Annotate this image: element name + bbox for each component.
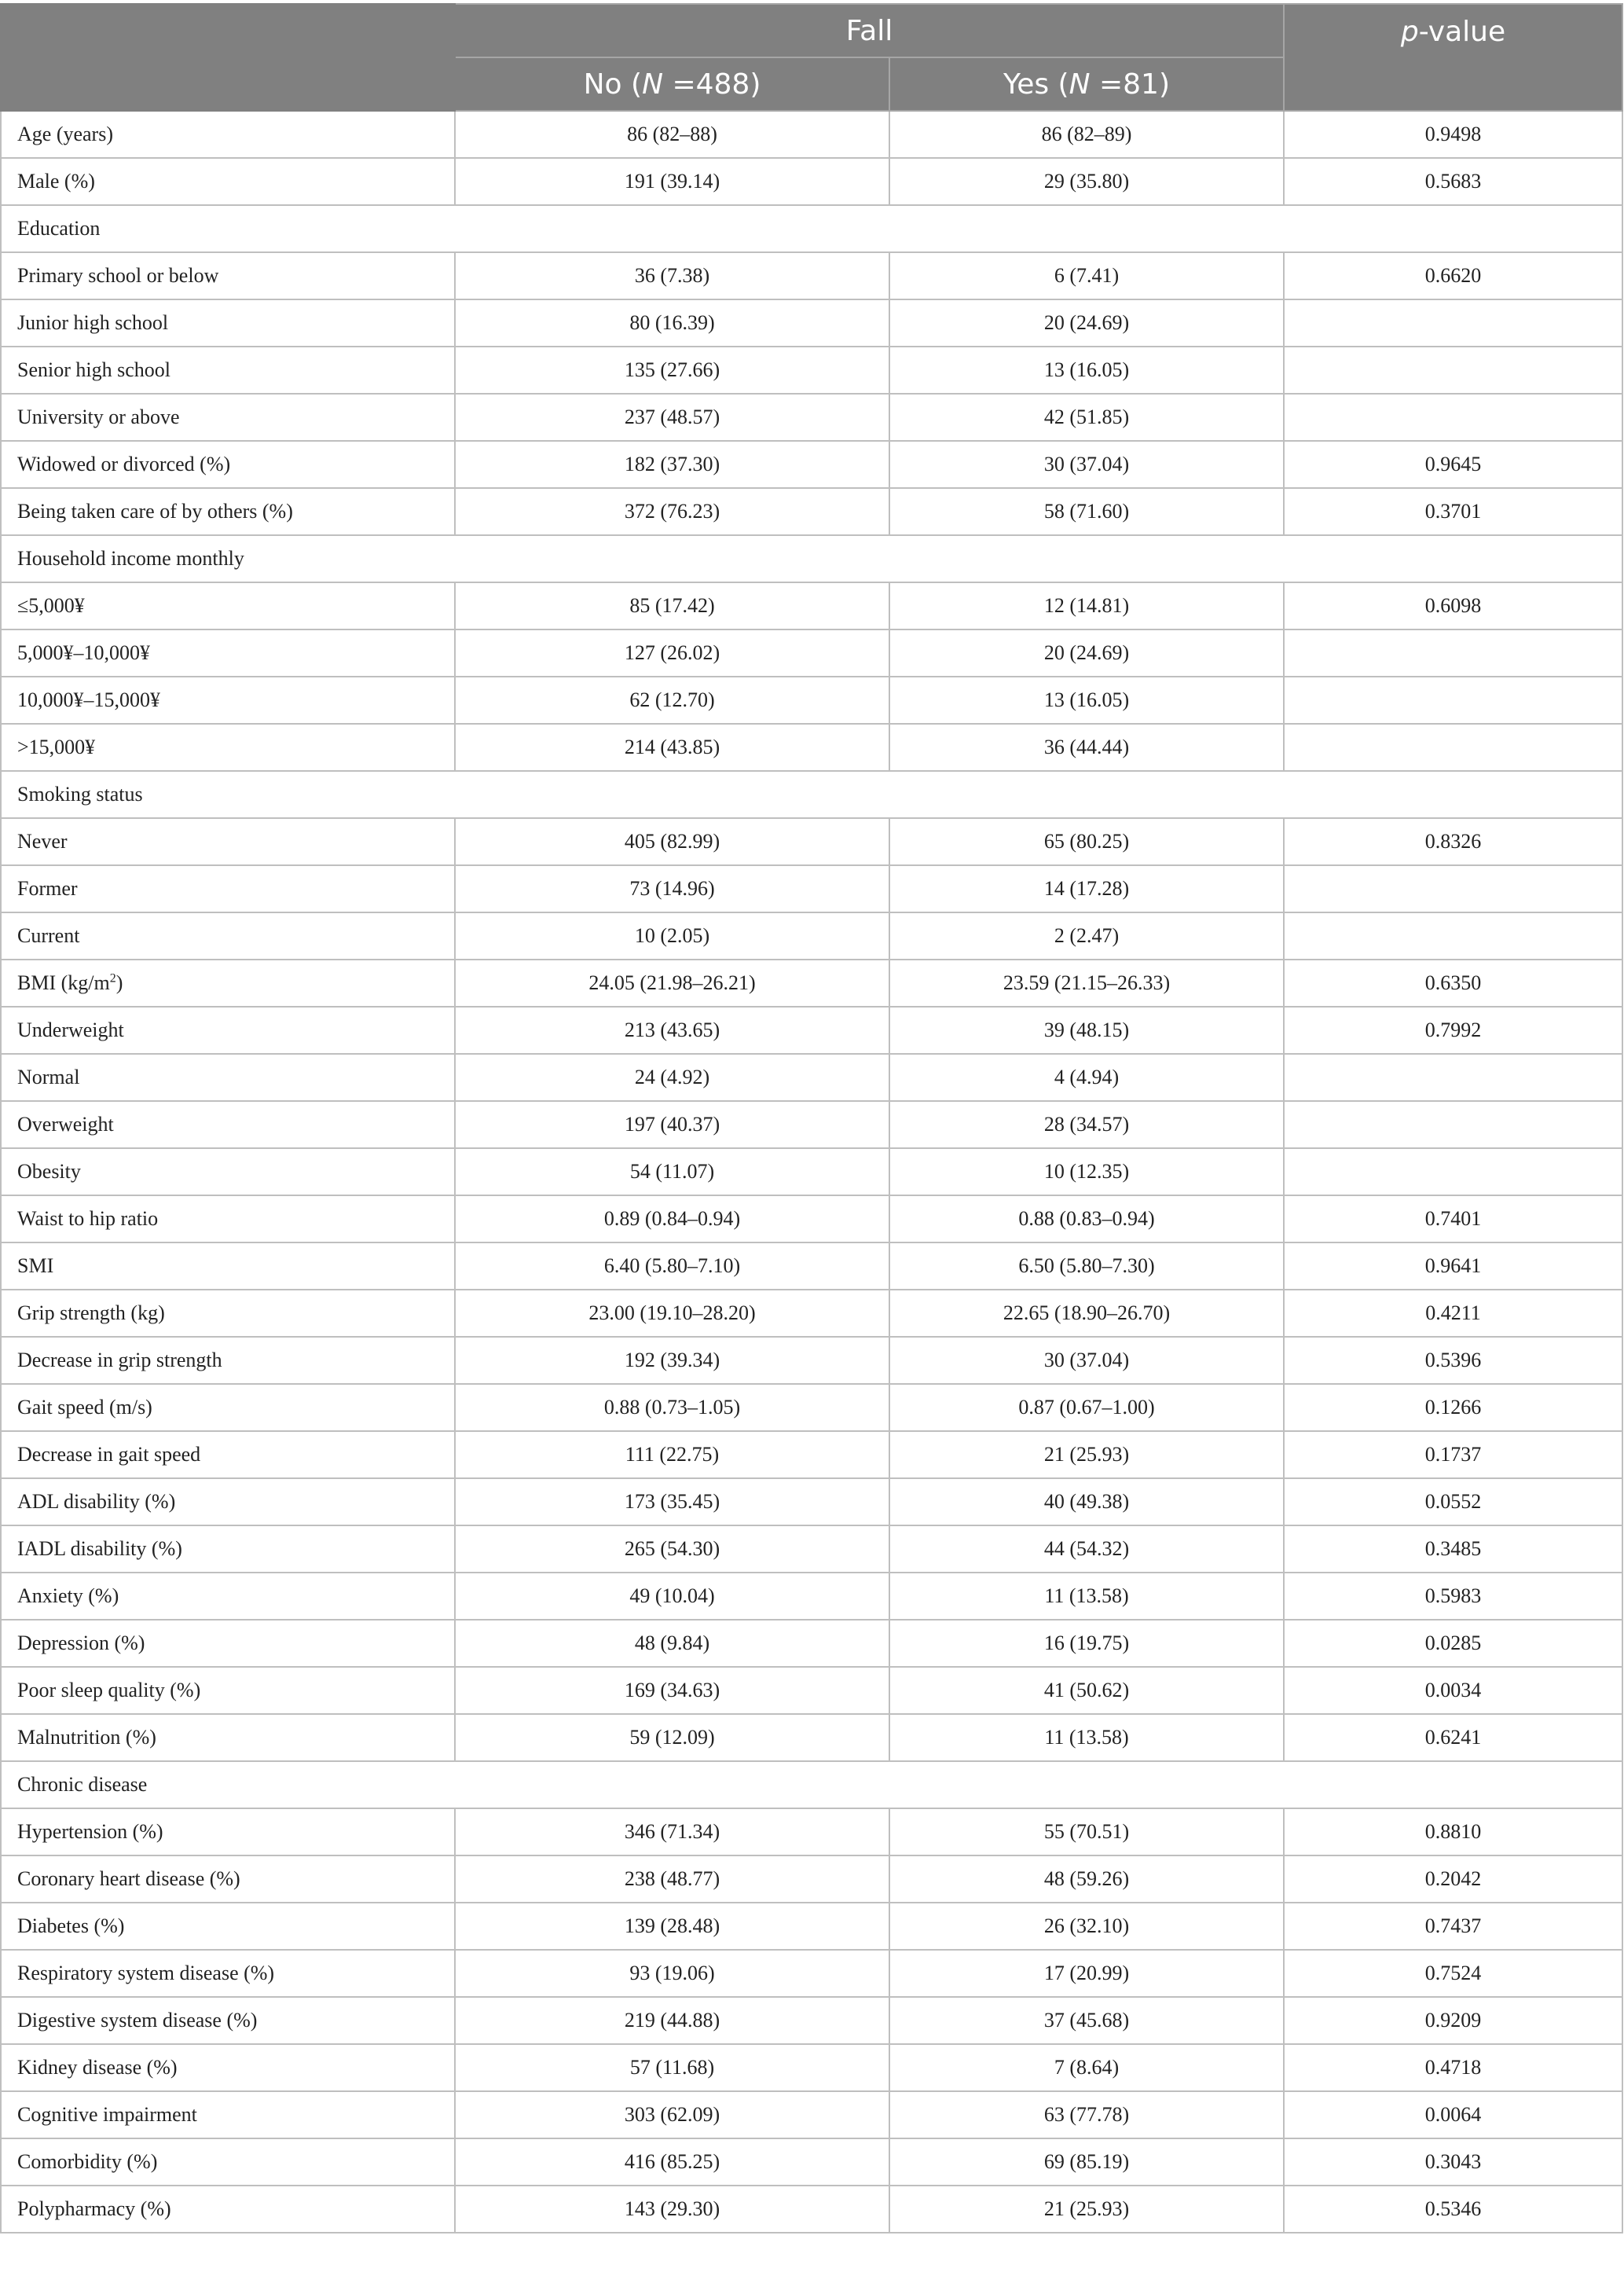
yes-fall-value: 12 (14.81) xyxy=(889,582,1284,629)
no-fall-value: 219 (44.88) xyxy=(455,1997,889,2044)
p-value-cell: 0.8326 xyxy=(1284,818,1622,865)
table-row xyxy=(1,677,1622,724)
section-label: Education xyxy=(1,205,1622,252)
yes-fall-value: 48 (59.26) xyxy=(889,1855,1284,1903)
p-value-cell xyxy=(1284,1148,1622,1195)
table-row xyxy=(1,2186,1622,2233)
section-header-row xyxy=(1,535,1622,582)
row-label: Malnutrition (%) xyxy=(1,1714,455,1761)
p-value-cell xyxy=(1284,912,1622,960)
no-fall-value: 303 (62.09) xyxy=(455,2091,889,2138)
section-label: Household income monthly xyxy=(1,535,1622,582)
p-value-cell: 0.6098 xyxy=(1284,582,1622,629)
no-fall-value: 93 (19.06) xyxy=(455,1950,889,1997)
header-p-value xyxy=(1284,4,1622,111)
yes-fall-value: 21 (25.93) xyxy=(889,2186,1284,2233)
p-value-cell xyxy=(1284,394,1622,441)
section-header-row xyxy=(1,1761,1622,1808)
p-value-cell: 0.7401 xyxy=(1284,1195,1622,1242)
table-row xyxy=(1,1007,1622,1054)
yes-fall-value: 30 (37.04) xyxy=(889,441,1284,488)
no-fall-value: 85 (17.42) xyxy=(455,582,889,629)
yes-fall-value: 63 (77.78) xyxy=(889,2091,1284,2138)
yes-fall-value: 4 (4.94) xyxy=(889,1054,1284,1101)
p-value-cell: 0.5346 xyxy=(1284,2186,1622,2233)
table-row xyxy=(1,865,1622,912)
table-row xyxy=(1,1620,1622,1667)
table-body xyxy=(1,111,1622,2233)
p-value-cell: 0.5396 xyxy=(1284,1337,1622,1384)
header-yes-fall: Yes (N =81) xyxy=(889,57,1284,111)
table-row xyxy=(1,2138,1622,2186)
row-label: Polypharmacy (%) xyxy=(1,2186,455,2233)
row-label: Primary school or below xyxy=(1,252,455,299)
table-row xyxy=(1,1290,1622,1337)
row-label: Underweight xyxy=(1,1007,455,1054)
no-fall-value: 0.88 (0.73–1.05) xyxy=(455,1384,889,1431)
header-fall-group: Fall xyxy=(455,4,1284,57)
no-fall-value: 416 (85.25) xyxy=(455,2138,889,2186)
yes-fall-value: 20 (24.69) xyxy=(889,299,1284,347)
no-fall-value: 346 (71.34) xyxy=(455,1808,889,1855)
row-label: Never xyxy=(1,818,455,865)
row-label: Widowed or divorced (%) xyxy=(1,441,455,488)
p-value-cell: 0.2042 xyxy=(1284,1855,1622,1903)
p-value-cell: 0.9645 xyxy=(1284,441,1622,488)
row-label: Current xyxy=(1,912,455,960)
row-label: Respiratory system disease (%) xyxy=(1,1950,455,1997)
row-label: BMI $(kg/m^2)$ xyxy=(1,960,455,1007)
row-label: Grip strength (kg) xyxy=(1,1290,455,1337)
table-row xyxy=(1,2091,1622,2138)
yes-fall-value: 69 (85.19) xyxy=(889,2138,1284,2186)
yes-fall-value: 0.88 (0.83–0.94) xyxy=(889,1195,1284,1242)
no-fall-value: 169 (34.63) xyxy=(455,1667,889,1714)
yes-fall-value: 7 (8.64) xyxy=(889,2044,1284,2091)
table-row xyxy=(1,629,1622,677)
row-label: Hypertension (%) xyxy=(1,1808,455,1855)
table-row xyxy=(1,1573,1622,1620)
table-row xyxy=(1,2044,1622,2091)
no-fall-value: 54 (11.07) xyxy=(455,1148,889,1195)
p-value-cell: 0.9209 xyxy=(1284,1997,1622,2044)
p-value-cell: 0.9498 xyxy=(1284,111,1622,158)
row-label: ≤5,000¥ xyxy=(1,582,455,629)
yes-fall-value: 11 (13.58) xyxy=(889,1714,1284,1761)
table-row xyxy=(1,1667,1622,1714)
p-value-cell: 0.6350 xyxy=(1284,960,1622,1007)
table-row xyxy=(1,1525,1622,1573)
no-fall-value: 238 (48.77) xyxy=(455,1855,889,1903)
table-row xyxy=(1,1478,1622,1525)
no-fall-value: 237 (48.57) xyxy=(455,394,889,441)
row-label: Former xyxy=(1,865,455,912)
table-row xyxy=(1,1903,1622,1950)
row-label: Overweight xyxy=(1,1101,455,1148)
row-label: Poor sleep quality (%) xyxy=(1,1667,455,1714)
yes-fall-value: 42 (51.85) xyxy=(889,394,1284,441)
section-header-row xyxy=(1,205,1622,252)
row-label: University or above xyxy=(1,394,455,441)
yes-fall-value: 11 (13.58) xyxy=(889,1573,1284,1620)
row-label: ADL disability (%) xyxy=(1,1478,455,1525)
p-value-cell: 0.0285 xyxy=(1284,1620,1622,1667)
yes-fall-value: 13 (16.05) xyxy=(889,677,1284,724)
yes-fall-value: 20 (24.69) xyxy=(889,629,1284,677)
header-blank-cell xyxy=(1,4,455,111)
row-label: Decrease in gait speed xyxy=(1,1431,455,1478)
no-fall-value: 182 (37.30) xyxy=(455,441,889,488)
p-value-cell: 0.1266 xyxy=(1284,1384,1622,1431)
table-row xyxy=(1,1950,1622,1997)
row-label: Age (years) xyxy=(1,111,455,158)
table-row xyxy=(1,347,1622,394)
no-fall-value: 173 (35.45) xyxy=(455,1478,889,1525)
yes-fall-value: 26 (32.10) xyxy=(889,1903,1284,1950)
row-label: Digestive system disease (%) xyxy=(1,1997,455,2044)
header-p-letter: p xyxy=(1400,16,1419,48)
table-row xyxy=(1,818,1622,865)
no-fall-value: 80 (16.39) xyxy=(455,299,889,347)
no-fall-value: 24.05 (21.98–26.21) xyxy=(455,960,889,1007)
yes-fall-value: 2 (2.47) xyxy=(889,912,1284,960)
table-row xyxy=(1,1431,1622,1478)
p-value-cell: 0.4211 xyxy=(1284,1290,1622,1337)
row-label: Gait speed (m/s) xyxy=(1,1384,455,1431)
p-value-cell: 0.0064 xyxy=(1284,2091,1622,2138)
p-value-cell: 0.7437 xyxy=(1284,1903,1622,1950)
yes-fall-value: 0.87 (0.67–1.00) xyxy=(889,1384,1284,1431)
table-row xyxy=(1,582,1622,629)
yes-fall-value: 6 (7.41) xyxy=(889,252,1284,299)
yes-fall-value: 28 (34.57) xyxy=(889,1101,1284,1148)
table-row xyxy=(1,1997,1622,2044)
yes-fall-value: 16 (19.75) xyxy=(889,1620,1284,1667)
table-row xyxy=(1,1054,1622,1101)
no-fall-value: 10 (2.05) xyxy=(455,912,889,960)
no-fall-value: 48 (9.84) xyxy=(455,1620,889,1667)
yes-fall-value: 55 (70.51) xyxy=(889,1808,1284,1855)
p-value-cell: 0.5683 xyxy=(1284,158,1622,205)
p-value-cell: 0.3701 xyxy=(1284,488,1622,535)
table-row xyxy=(1,441,1622,488)
section-label: Smoking status xyxy=(1,771,1622,818)
no-fall-value: 73 (14.96) xyxy=(455,865,889,912)
p-value-cell: 0.9641 xyxy=(1284,1242,1622,1290)
row-label: IADL disability (%) xyxy=(1,1525,455,1573)
row-label: Junior high school xyxy=(1,299,455,347)
row-label: SMI xyxy=(1,1242,455,1290)
section-label: Chronic disease xyxy=(1,1761,1622,1808)
row-label: Anxiety (%) xyxy=(1,1573,455,1620)
yes-fall-value: 30 (37.04) xyxy=(889,1337,1284,1384)
yes-fall-value: 22.65 (18.90–26.70) xyxy=(889,1290,1284,1337)
row-label: Being taken care of by others (%) xyxy=(1,488,455,535)
row-label: Coronary heart disease (%) xyxy=(1,1855,455,1903)
yes-fall-value: 44 (54.32) xyxy=(889,1525,1284,1573)
yes-fall-value: 6.50 (5.80–7.30) xyxy=(889,1242,1284,1290)
row-label: Obesity xyxy=(1,1148,455,1195)
yes-fall-value: 40 (49.38) xyxy=(889,1478,1284,1525)
table-row xyxy=(1,960,1622,1007)
p-value-cell: 0.3485 xyxy=(1284,1525,1622,1573)
row-label: Normal xyxy=(1,1054,455,1101)
p-value-cell: 0.4718 xyxy=(1284,2044,1622,2091)
p-value-cell: 0.0034 xyxy=(1284,1667,1622,1714)
no-fall-value: 143 (29.30) xyxy=(455,2186,889,2233)
p-value-cell: 0.6241 xyxy=(1284,1714,1622,1761)
no-fall-value: 213 (43.65) xyxy=(455,1007,889,1054)
no-fall-value: 23.00 (19.10–28.20) xyxy=(455,1290,889,1337)
row-label: Cognitive impairment xyxy=(1,2091,455,2138)
table-header xyxy=(1,4,1622,111)
header-p-suffix: -value xyxy=(1418,16,1506,48)
table-row xyxy=(1,1148,1622,1195)
no-fall-value: 192 (39.34) xyxy=(455,1337,889,1384)
row-label: 10,000¥–15,000¥ xyxy=(1,677,455,724)
p-value-cell xyxy=(1284,865,1622,912)
p-value-cell xyxy=(1284,299,1622,347)
no-fall-value: 49 (10.04) xyxy=(455,1573,889,1620)
no-fall-value: 191 (39.14) xyxy=(455,158,889,205)
p-value-cell: 0.6620 xyxy=(1284,252,1622,299)
no-fall-value: 86 (82–88) xyxy=(455,111,889,158)
p-value-cell: 0.7524 xyxy=(1284,1950,1622,1997)
p-value-cell xyxy=(1284,677,1622,724)
yes-fall-value: 23.59 (21.15–26.33) xyxy=(889,960,1284,1007)
header-no-fall: No (N =488) xyxy=(455,57,889,111)
p-value-cell: 0.0552 xyxy=(1284,1478,1622,1525)
yes-fall-value: 39 (48.15) xyxy=(889,1007,1284,1054)
row-label: 5,000¥–10,000¥ xyxy=(1,629,455,677)
no-fall-value: 36 (7.38) xyxy=(455,252,889,299)
yes-fall-value: 14 (17.28) xyxy=(889,865,1284,912)
table-row xyxy=(1,1384,1622,1431)
no-fall-value: 59 (12.09) xyxy=(455,1714,889,1761)
no-fall-value: 6.40 (5.80–7.10) xyxy=(455,1242,889,1290)
yes-fall-value: 29 (35.80) xyxy=(889,158,1284,205)
no-fall-value: 127 (26.02) xyxy=(455,629,889,677)
table-row xyxy=(1,488,1622,535)
table-row xyxy=(1,158,1622,205)
yes-fall-value: 58 (71.60) xyxy=(889,488,1284,535)
table-row xyxy=(1,1242,1622,1290)
yes-fall-value: 36 (44.44) xyxy=(889,724,1284,771)
p-value-cell xyxy=(1284,724,1622,771)
table-row xyxy=(1,111,1622,158)
p-value-cell xyxy=(1284,629,1622,677)
yes-fall-value: 17 (20.99) xyxy=(889,1950,1284,1997)
table-row xyxy=(1,252,1622,299)
p-value-cell: 0.5983 xyxy=(1284,1573,1622,1620)
yes-fall-value: 13 (16.05) xyxy=(889,347,1284,394)
no-fall-value: 197 (40.37) xyxy=(455,1101,889,1148)
no-fall-value: 57 (11.68) xyxy=(455,2044,889,2091)
table-row xyxy=(1,1337,1622,1384)
no-fall-value: 265 (54.30) xyxy=(455,1525,889,1573)
table-row xyxy=(1,1808,1622,1855)
no-fall-value: 214 (43.85) xyxy=(455,724,889,771)
yes-fall-value: 41 (50.62) xyxy=(889,1667,1284,1714)
row-label: Kidney disease (%) xyxy=(1,2044,455,2091)
no-fall-value: 405 (82.99) xyxy=(455,818,889,865)
yes-fall-value: 37 (45.68) xyxy=(889,1997,1284,2044)
yes-fall-value: 21 (25.93) xyxy=(889,1431,1284,1478)
row-label: Diabetes (%) xyxy=(1,1903,455,1950)
p-value-cell: 0.7992 xyxy=(1284,1007,1622,1054)
no-fall-value: 372 (76.23) xyxy=(455,488,889,535)
table-row xyxy=(1,1195,1622,1242)
yes-fall-value: 65 (80.25) xyxy=(889,818,1284,865)
table-row xyxy=(1,299,1622,347)
no-fall-value: 135 (27.66) xyxy=(455,347,889,394)
p-value-cell: 0.1737 xyxy=(1284,1431,1622,1478)
row-label: Senior high school xyxy=(1,347,455,394)
table-row xyxy=(1,1101,1622,1148)
no-fall-value: 62 (12.70) xyxy=(455,677,889,724)
no-fall-value: 139 (28.48) xyxy=(455,1903,889,1950)
table-row xyxy=(1,1855,1622,1903)
p-value-cell xyxy=(1284,1101,1622,1148)
p-value-cell xyxy=(1284,347,1622,394)
section-header-row xyxy=(1,771,1622,818)
row-label: Comorbidity (%) xyxy=(1,2138,455,2186)
row-label: Waist to hip ratio xyxy=(1,1195,455,1242)
row-label: Depression (%) xyxy=(1,1620,455,1667)
p-value-cell xyxy=(1284,1054,1622,1101)
characteristics-table xyxy=(0,3,1623,2233)
no-fall-value: 24 (4.92) xyxy=(455,1054,889,1101)
row-label: >15,000¥ xyxy=(1,724,455,771)
p-value-cell: 0.8810 xyxy=(1284,1808,1622,1855)
table-row xyxy=(1,1714,1622,1761)
yes-fall-value: 10 (12.35) xyxy=(889,1148,1284,1195)
row-label: Decrease in grip strength xyxy=(1,1337,455,1384)
yes-fall-value: 86 (82–89) xyxy=(889,111,1284,158)
row-label: Male (%) xyxy=(1,158,455,205)
table-row xyxy=(1,912,1622,960)
no-fall-value: 0.89 (0.84–0.94) xyxy=(455,1195,889,1242)
p-value-cell: 0.3043 xyxy=(1284,2138,1622,2186)
no-fall-value: 111 (22.75) xyxy=(455,1431,889,1478)
table-row xyxy=(1,394,1622,441)
table-row xyxy=(1,724,1622,771)
